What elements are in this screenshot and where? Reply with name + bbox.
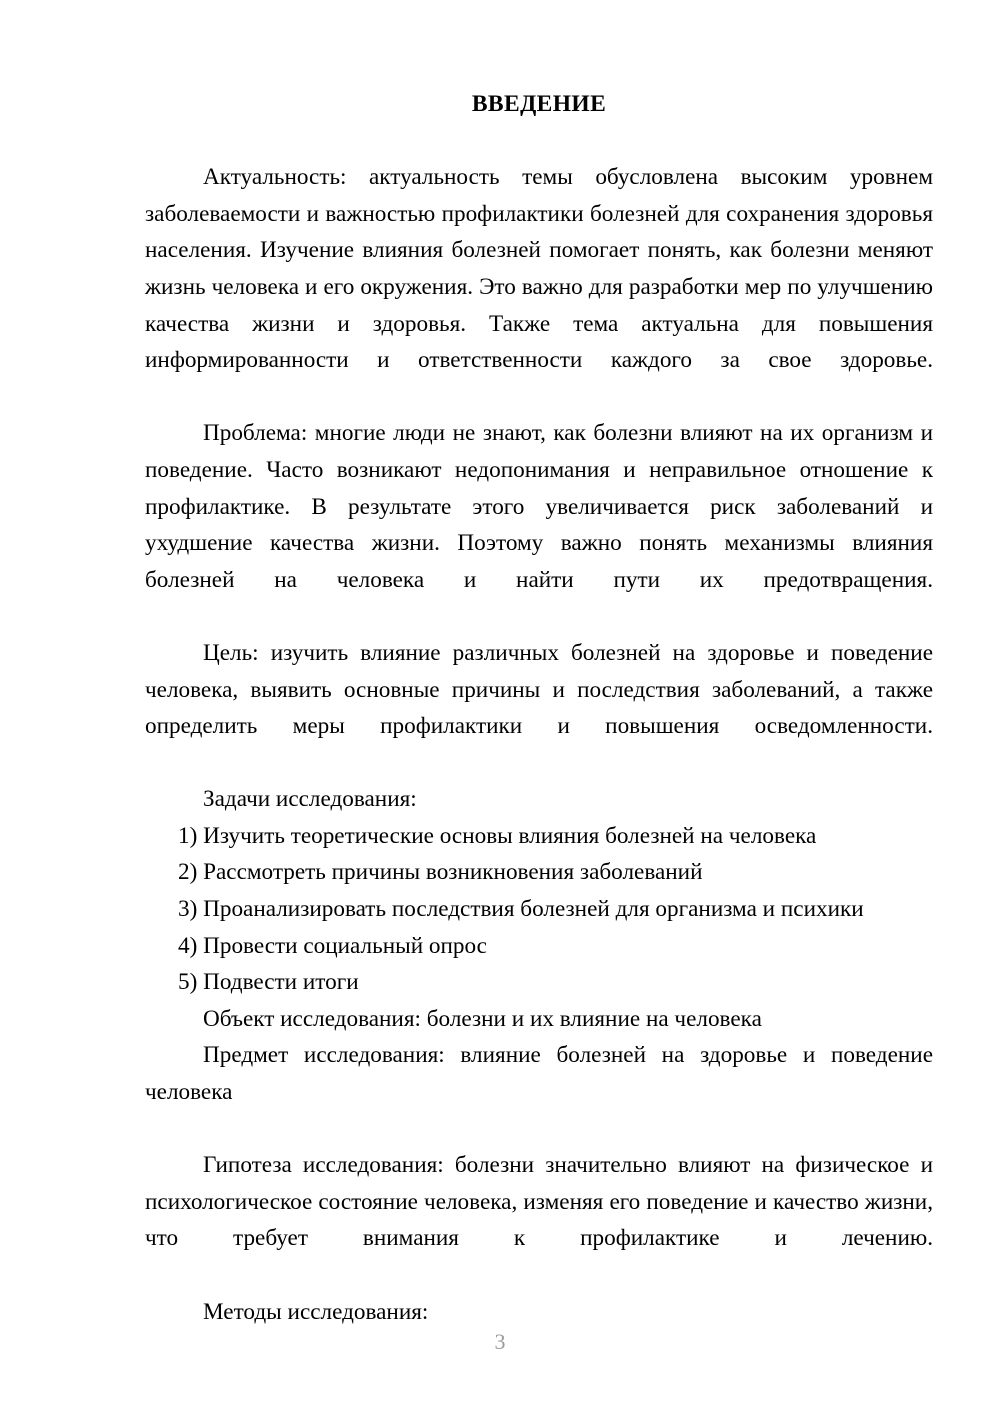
page-number: 3 [494,1329,506,1354]
paragraph-object: Объект исследования: болезни и их влияние на человека [203,1005,762,1032]
list-item: 1) Изучить теоретические основы влияния болезней на человека [178,822,817,849]
page-title: ВВЕДЕНИЕ [471,91,607,117]
heading-methods: Методы исследования: [203,1298,429,1325]
heading-tasks: Задачи исследования: [203,786,417,813]
list-item: 5) Подвести итоги [178,969,359,996]
paragraph-goal: Цель: изучить влияние различных болезней на здоровье и поведение человека, выявить основные причины и последствия заболеваний, а также определить меры профилактики и повышения осведомленности. [145,639,933,740]
list-item: 3) Проанализировать последствия болезней для организма и психики [178,896,864,923]
list-item: 4) Провести социальный опрос [178,932,487,959]
paragraph-problem: Проблема: многие люди не знают, как болезни влияют на их организм и поведение. Часто возникают недопонимания и неправильное отношение к профилактике. В результате этого увеличивается риск заболеваний и ухудшение качества жизни. Поэтому важно понять механизмы влияния болезней на человека и найти пути их предотвращения. [145,420,933,593]
tasks-list [145,818,933,1001]
document-body [145,86,933,1330]
paragraph-hypothesis: Гипотеза исследования: болезни значительно влияют на физическое и психологическое состояние человека, изменяя его поведение и качество жизни, что требует внимания к профилактике и лечению. [145,1152,933,1252]
paragraph-subject: Предмет исследования: влияние болезней на здоровье и поведение человека [145,1042,933,1106]
list-item: 2) Рассмотреть причины возникновения заболеваний [178,859,703,886]
paragraph-relevance: Актуальность: актуальность темы обусловлена высоким уровнем заболеваемости и важностью профилактики болезней для сохранения здоровья населения. Изучение влияния болезней помогает понять, как болезни меняют жизнь человека и его окружения. Это важно для разработки мер по улучшению качества жизни и здоровья. Также тема актуальна для повышения информированности и ответственности каждого за свое здоровье. [145,164,933,374]
